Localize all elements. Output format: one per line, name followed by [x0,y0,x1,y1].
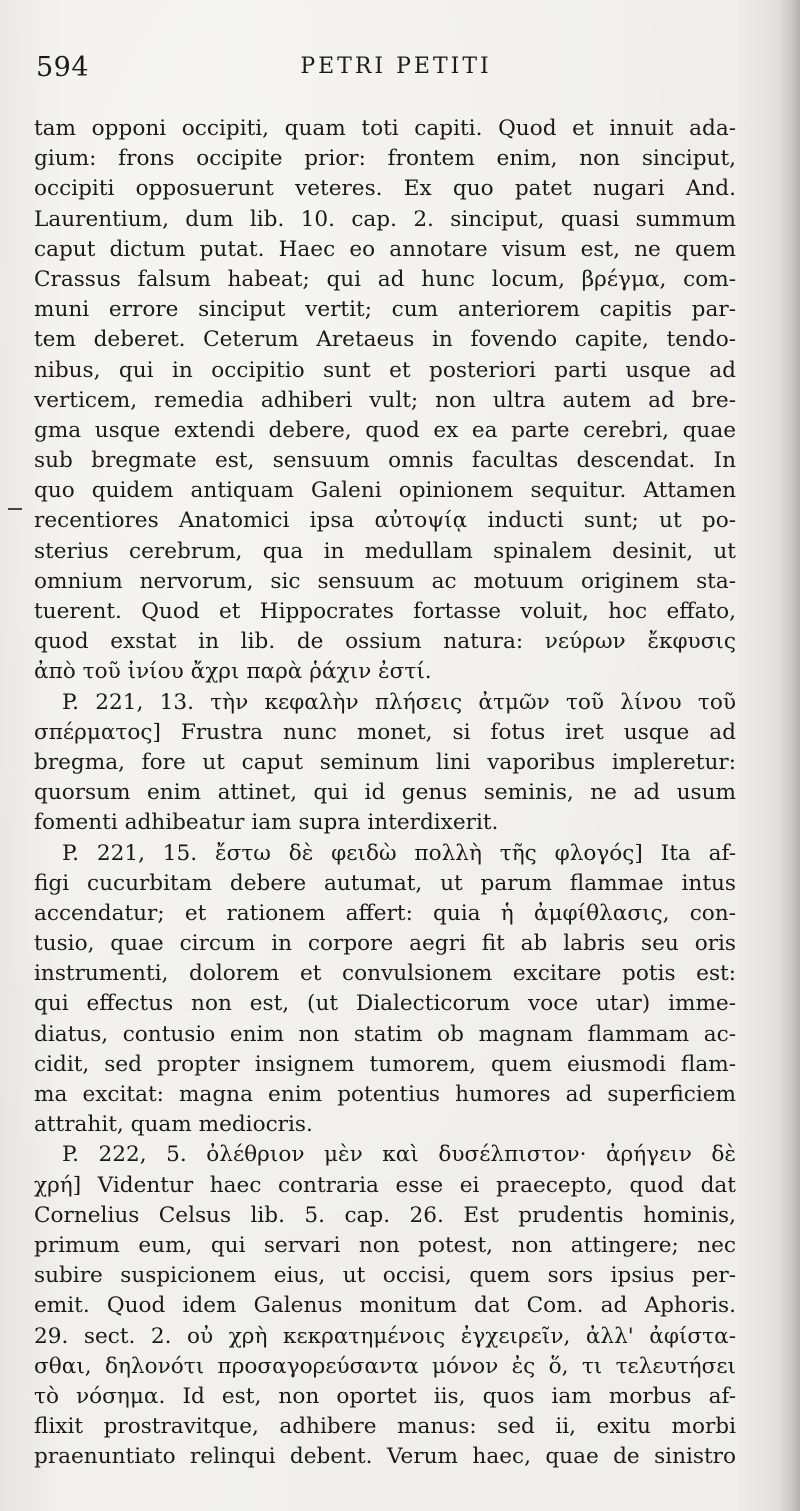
text-line: omnium nervorum, sic sensuum ac motuum originem sta- [34,568,736,594]
text-line: qui effectus non est, (ut Dialecticorum voce utar) imme- [34,991,736,1017]
text-line: occipiti opposuerunt veteres. Ex quo patet nugari And. [34,176,736,202]
paragraph-4 [34,1140,736,1472]
text-line: emit. Quod idem Galenus monitum dat Com. ad Aphoris. [34,1293,736,1319]
text-line: quorsum enim attinet, qui id genus seminis, ne ad usum [34,780,736,806]
text-line: instrumenti, dolorem et convulsionem excitare potis est: [34,961,736,987]
text-line: cidit, sed propter insignem tumorem, quem eiusmodi flam- [34,1051,736,1077]
text-line: tusio, quae circum in corpore aegri fit ab labris seu oris [34,931,736,957]
paragraph-1 [34,114,736,688]
text-line: caput dictum putat. Haec eo annotare visum est, ne quem [34,236,736,262]
text-line: diatus, contusio enim non statim ob magnam flammam ac- [34,1021,736,1047]
text-line: P. 221, 15. ἔστω δὲ φειδὼ πολλὴ τῆς φλογός] Ita af- [62,840,736,866]
body-text [34,114,736,1472]
text-line: nibus, qui in occipitio sunt et posteriori parti usque ad [34,357,736,383]
text-line: figi cucurbitam debere autumat, ut parum flammae intus [34,870,736,896]
text-line: tem deberet. Ceterum Aretaeus in fovendo capite, tendo- [34,327,736,353]
text-line: flixit prostravitque, adhibere manus: sed ii, exitu morbi [34,1414,736,1440]
text-line: bregma, fore ut caput seminum lini vaporibus impleretur: [34,749,736,775]
running-head [36,52,736,92]
text-line: gma usque extendi debere, quod ex ea parte cerebri, quae [34,417,736,443]
margin-mark [8,508,22,510]
text-line: subire suspicionem eius, ut occisi, quem sors ipsius per- [34,1263,736,1289]
text-line: gium: frons occipite prior: frontem enim, non sinciput, [34,146,736,172]
running-title: PETRI PETITI [300,54,492,79]
text-line: quod exstat in lib. de ossium natura: νεύρων ἔκφυσις [34,629,736,655]
paragraph-3 [34,839,736,1141]
text-line: P. 222, 5. ὀλέθριον μὲν καὶ δυσέλπιστον· ἀρήγειν δὲ [62,1142,736,1168]
text-line: muni errore sinciput vertit; cum anteriorem capitis par- [34,297,736,323]
text-line: primum eum, qui servari non potest, non attingere; nec [34,1232,736,1258]
text-line: P. 221, 13. τὴν κεφαλὴν πλήσεις ἀτμῶν τοῦ λίνου τοῦ [62,689,736,715]
text-line: tuerent. Quod et Hippocrates fortasse voluit, hoc effato, [34,599,736,624]
text-line: Cornelius Celsus lib. 5. cap. 26. Est prudentis hominis, [34,1202,736,1228]
text-line: tam opponi occipiti, quam toti capiti. Quod et innuit ada- [34,116,736,141]
text-line: sub bregmate est, sensuum omnis facultas descendat. In [34,448,736,474]
text-line: τὸ νόσημα. Id est, non oportet iis, quos iam morbus af- [34,1383,736,1409]
text-line: accendatur; et rationem affert: quia ἡ ἀμφίθλασις, con- [34,900,736,926]
text-line: Crassus falsum habeat; qui ad hunc locum, βρέγμα, com- [34,266,736,292]
text-line: σπέρματος] Frustra nunc monet, si fotus iret usque ad [34,719,736,745]
paragraph-2 [34,688,736,839]
text-line: recentiores Anatomici ipsa αὐτοψίᾳ inducti sunt; ut po- [34,508,736,534]
text-line: ἀπὸ τοῦ ἰνίου ἄχρι παρὰ ῥάχιν ἐστί. [34,659,432,685]
text-line: sterius cerebrum, qua in medullam spinalem desinit, ut [34,538,736,564]
text-line: ma excitat: magna enim potentius humores ad superficiem [34,1082,736,1107]
page-gutter-shadow [778,0,800,1511]
page-number: 594 [36,52,90,83]
text-line: quo quidem antiquam Galeni opinionem sequitur. Attamen [34,478,736,504]
text-line: χρή] Videntur haec contraria esse ei praecepto, quod dat [34,1172,736,1198]
text-line: attrahit, quam mediocris. [34,1112,313,1138]
text-line: Laurentium, dum lib. 10. cap. 2. sinciput, quasi summum [34,206,736,232]
text-line: σθαι, δηλονότι προσαγορεύσαντα μόνον ἐς ὅ, τι τελευτήσει [34,1353,736,1379]
text-line: verticem, remedia adhiberi vult; non ultra autem ad bre- [34,387,736,413]
text-line: praenuntiato relinqui debent. Verum haec, quae de sinistro [34,1444,736,1470]
text-line: 29. sect. 2. οὐ χρὴ κεκρατημένοις ἐγχειρεῖν, ἀλλ' ἀφίστα- [34,1323,736,1349]
text-line: fomenti adhibeatur iam supra interdixerit. [34,810,499,836]
